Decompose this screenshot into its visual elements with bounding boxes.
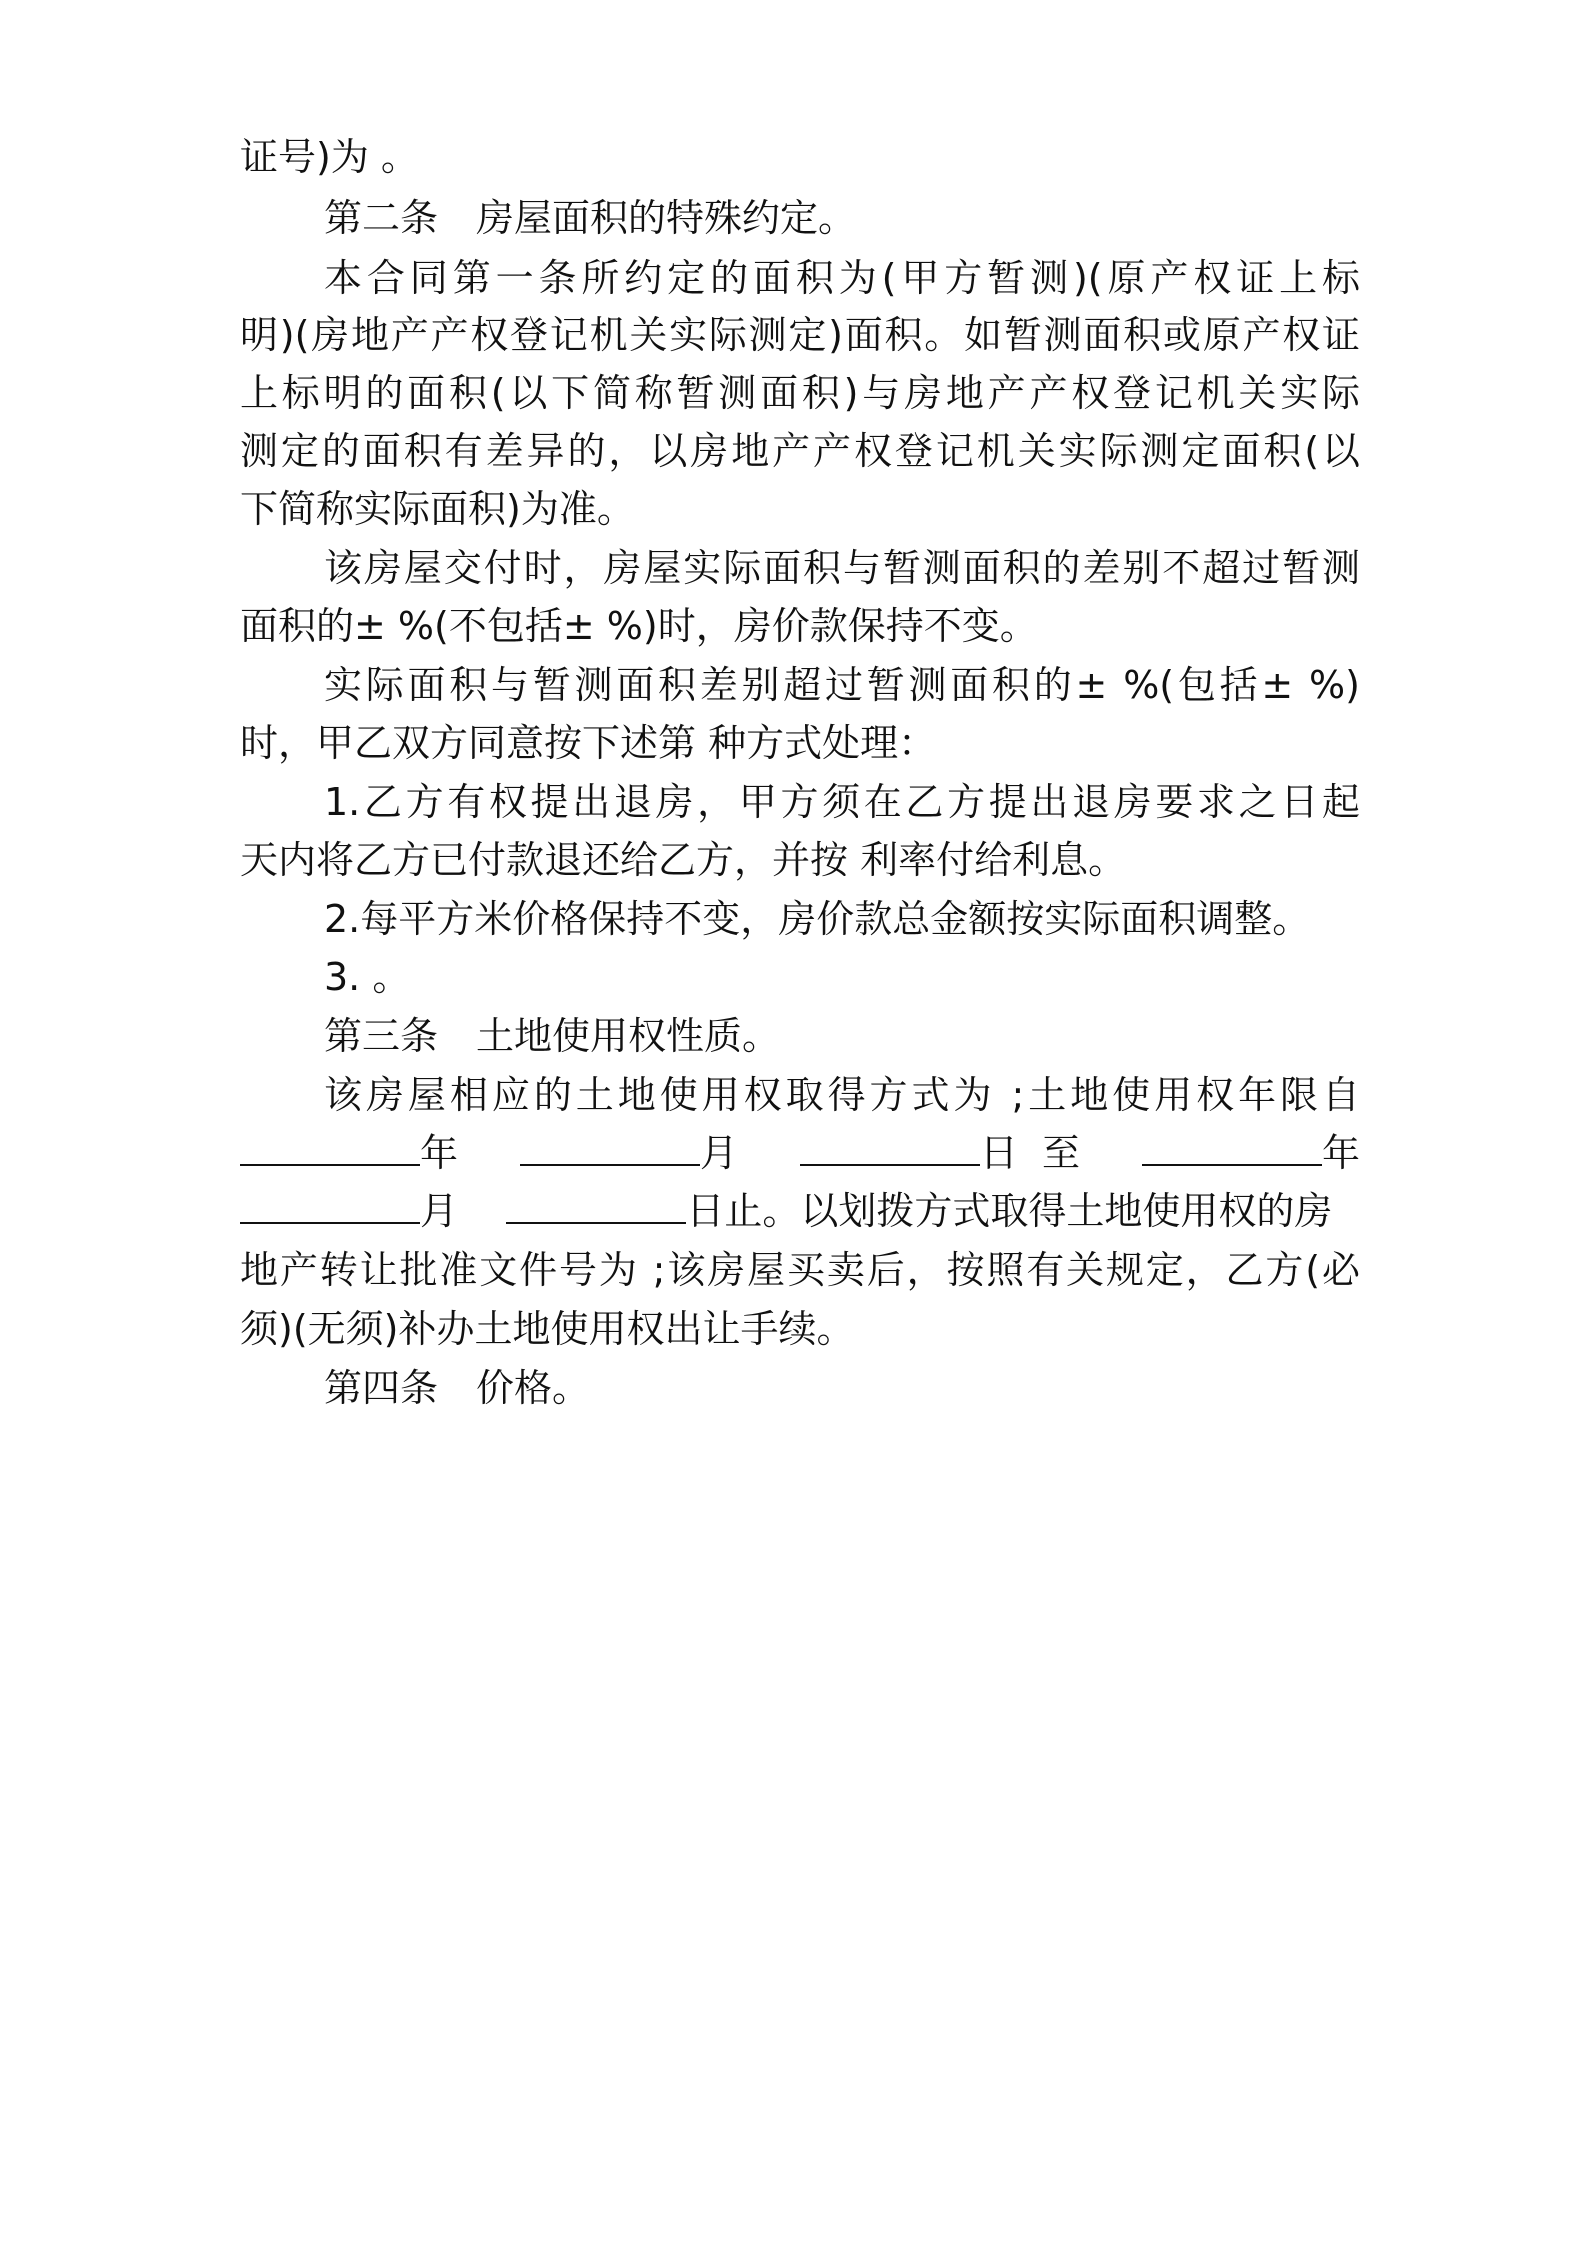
end-year-blank[interactable]	[1142, 1128, 1322, 1166]
date-range-line-1	[240, 1128, 1360, 1178]
month-blank[interactable]	[520, 1128, 700, 1166]
year-blank[interactable]	[240, 1128, 420, 1166]
end-day-label: 日止。	[686, 1189, 801, 1233]
text-line-14: 2.每平方米价格保持不变，房价款总金额按实际面积调整。	[324, 897, 1311, 941]
text-line-19: 地产转让批准文件号为 ;该房屋买卖后，按照有关规定，乙方(必	[240, 1248, 1360, 1292]
end-year-label: 年	[1321, 1131, 1360, 1175]
text-line-6: 测定的面积有差异的，以房地产产权登记机关实际测定面积(以	[240, 429, 1360, 473]
text-line-18: 以划拨方式取得土地使用权的房	[800, 1189, 1333, 1233]
text-line-15: 3. 。	[324, 955, 411, 999]
text-line-3: 本合同第一条所约定的面积为(甲方暂测)(原产权证上标	[324, 256, 1360, 300]
text-line-1: 证号)为 。	[240, 135, 419, 179]
text-line-11: 时，甲乙双方同意按下述第 种方式处理：	[240, 721, 937, 765]
text-line-7: 下简称实际面积)为准。	[240, 487, 635, 531]
text-line-17: 该房屋相应的土地使用权取得方式为 ;土地使用权年限自	[324, 1073, 1360, 1117]
text-line-4: 明)(房地产产权登记机关实际测定)面积。如暂测面积或原产权证	[240, 313, 1360, 357]
year-label: 年	[420, 1131, 459, 1175]
text-line-10: 实际面积与暂测面积差别超过暂测面积的± %(包括± %)	[324, 663, 1360, 707]
end-month-label: 月	[420, 1189, 459, 1233]
text-line-12: 1.乙方有权提出退房，甲方须在乙方提出退房要求之日起	[324, 780, 1360, 824]
date-range-line-2	[240, 1186, 1360, 1236]
article-3-heading: 第三条 土地使用权性质。	[324, 1014, 781, 1058]
day-blank[interactable]	[800, 1128, 980, 1166]
end-day-blank[interactable]	[506, 1186, 686, 1224]
text-line-20: 须)(无须)补办土地使用权出让手续。	[240, 1307, 855, 1351]
article-2-heading: 第二条 房屋面积的特殊约定。	[324, 196, 857, 240]
to-label: 至	[1042, 1131, 1081, 1175]
article-4-heading: 第四条 价格。	[324, 1366, 591, 1410]
text-line-8: 该房屋交付时，房屋实际面积与暂测面积的差别不超过暂测	[324, 546, 1360, 590]
text-line-13: 天内将乙方已付款退还给乙方，并按 利率付给利息。	[240, 838, 1127, 882]
end-month-blank[interactable]	[240, 1186, 420, 1224]
text-line-9: 面积的± %(不包括± %)时，房价款保持不变。	[240, 604, 1038, 648]
text-line-5: 上标明的面积(以下简称暂测面积)与房地产产权登记机关实际	[240, 371, 1360, 415]
day-label: 日	[979, 1131, 1018, 1175]
month-label: 月	[699, 1131, 738, 1175]
